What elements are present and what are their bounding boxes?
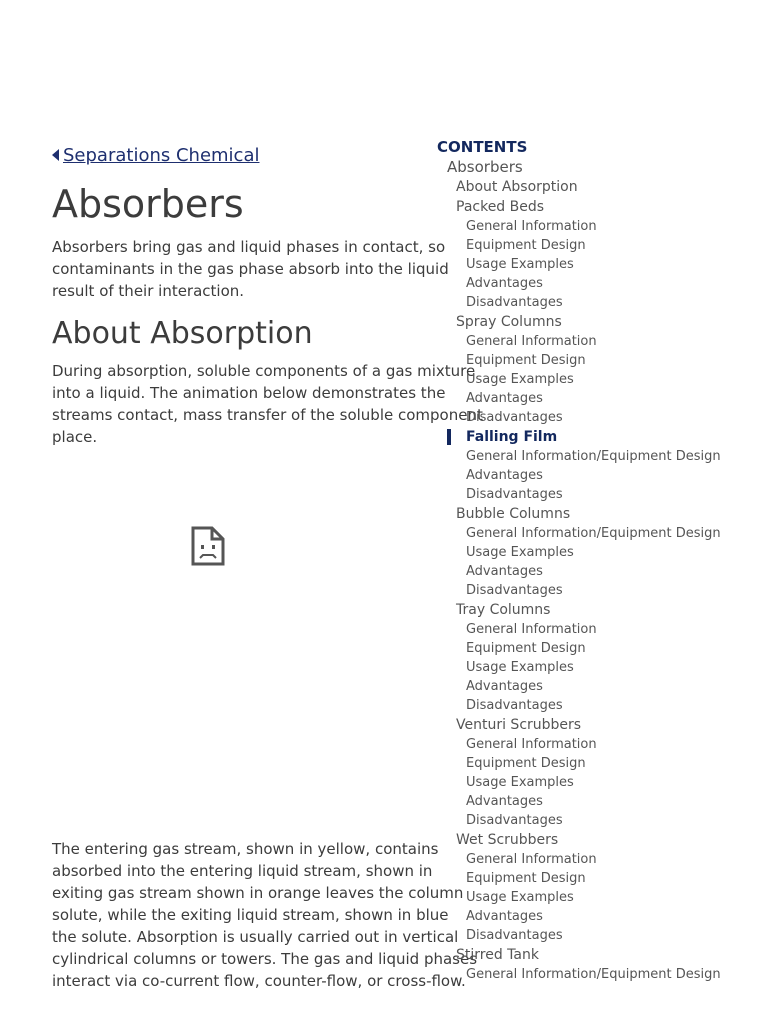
toc-subitem[interactable]: General Information — [466, 622, 597, 637]
toc-subitem[interactable]: Disadvantages — [466, 487, 563, 502]
paragraph-line: streams contact, mass transfer of the soluble component — [52, 406, 483, 424]
toc-subitem[interactable]: Equipment Design — [466, 756, 586, 771]
toc-item-falling-film-wrap — [437, 427, 767, 447]
breadcrumb-link[interactable]: Separations Chemical — [63, 144, 260, 166]
toc-item-spray-columns[interactable]: Spray Columns — [456, 314, 562, 330]
toc-subitem[interactable]: Equipment Design — [466, 353, 586, 368]
toc-subitem[interactable]: General Information — [466, 737, 597, 752]
paragraph-line: solute, while the exiting liquid stream, shown in blue — [52, 906, 449, 924]
toc-subitem[interactable]: Disadvantages — [466, 928, 563, 943]
toc-subitem[interactable]: General Information — [466, 334, 597, 349]
caret-left-icon — [52, 149, 59, 161]
intro-line: contaminants in the gas phase absorb into the liquid — [52, 260, 449, 278]
toc-subitem[interactable]: Advantages — [466, 679, 543, 694]
toc-item-wet-scrubbers[interactable]: Wet Scrubbers — [456, 832, 559, 848]
paragraph-line: exiting gas stream shown in orange leaves the column — [52, 884, 464, 902]
paragraph-line: into a liquid. The animation below demonstrates the — [52, 384, 446, 402]
intro-line: Absorbers bring gas and liquid phases in contact, so — [52, 238, 446, 256]
paragraph-line: interact via co-current flow, counter-flow, or cross-flow. — [52, 972, 466, 990]
toc-subitem[interactable]: Advantages — [466, 909, 543, 924]
broken-page-icon — [190, 526, 226, 566]
main-content — [52, 140, 483, 992]
toc-subitem[interactable]: Equipment Design — [466, 871, 586, 886]
toc-subitem[interactable]: Disadvantages — [466, 813, 563, 828]
paragraph-line: absorbed into the entering liquid stream, shown in — [52, 862, 433, 880]
toc-subitem[interactable]: Disadvantages — [466, 698, 563, 713]
toc-subitem[interactable]: Advantages — [466, 276, 543, 291]
toc-subitem[interactable]: General Information — [466, 852, 597, 867]
toc-subitem[interactable]: General Information/Equipment Design — [466, 526, 721, 541]
toc-item-stirred-tank[interactable]: Stirred Tank — [456, 947, 539, 963]
toc-subitem[interactable]: Usage Examples — [466, 545, 574, 560]
toc-item-falling-film[interactable]: Falling Film — [447, 429, 557, 445]
toc-subitem[interactable]: Advantages — [466, 564, 543, 579]
toc-subitem[interactable]: Usage Examples — [466, 660, 574, 675]
toc-heading: CONTENTS — [437, 138, 528, 156]
toc-subitem[interactable]: Equipment Design — [466, 238, 586, 253]
toc-subitem[interactable]: General Information — [466, 219, 597, 234]
toc-item-bubble-columns[interactable]: Bubble Columns — [456, 506, 571, 522]
toc-item-absorbers[interactable]: Absorbers — [447, 158, 523, 176]
toc-subitem[interactable]: Advantages — [466, 468, 543, 483]
toc-subitem[interactable]: General Information/Equipment Design — [466, 449, 721, 464]
toc-subitem[interactable]: Usage Examples — [466, 372, 574, 387]
toc-subitem[interactable]: Disadvantages — [466, 295, 563, 310]
toc-item-tray-columns[interactable]: Tray Columns — [456, 602, 551, 618]
toc-subitem[interactable]: Usage Examples — [466, 890, 574, 905]
toc-subitem[interactable]: Disadvantages — [466, 583, 563, 598]
toc-subitem[interactable]: Usage Examples — [466, 257, 574, 272]
toc-subitem[interactable]: Disadvantages — [466, 410, 563, 425]
toc-subitem[interactable]: General Information/Equipment Design — [466, 967, 721, 982]
toc-subitem[interactable]: Usage Examples — [466, 775, 574, 790]
toc-subitem[interactable]: Advantages — [466, 391, 543, 406]
intro-line: result of their interaction. — [52, 282, 245, 300]
paragraph-line: cylindrical columns or towers. The gas and liquid phases — [52, 950, 478, 968]
paragraph-line: the solute. Absorption is usually carried out in vertical — [52, 928, 459, 946]
toc-item-venturi-scrubbers[interactable]: Venturi Scrubbers — [456, 717, 582, 733]
paragraph-line: place. — [52, 428, 98, 446]
paragraph-line: During absorption, soluble components of a gas mixture — [52, 362, 476, 380]
toc-subitem[interactable]: Equipment Design — [466, 641, 586, 656]
section-title: About Absorption — [52, 316, 313, 351]
page-title: Absorbers — [52, 182, 244, 226]
toc-item-packed-beds[interactable]: Packed Beds — [456, 199, 545, 215]
table-of-contents — [437, 137, 767, 984]
toc-item-about-absorption[interactable]: About Absorption — [456, 179, 578, 195]
toc-subitem[interactable]: Advantages — [466, 794, 543, 809]
paragraph-line: The entering gas stream, shown in yellow, contains — [52, 840, 439, 858]
